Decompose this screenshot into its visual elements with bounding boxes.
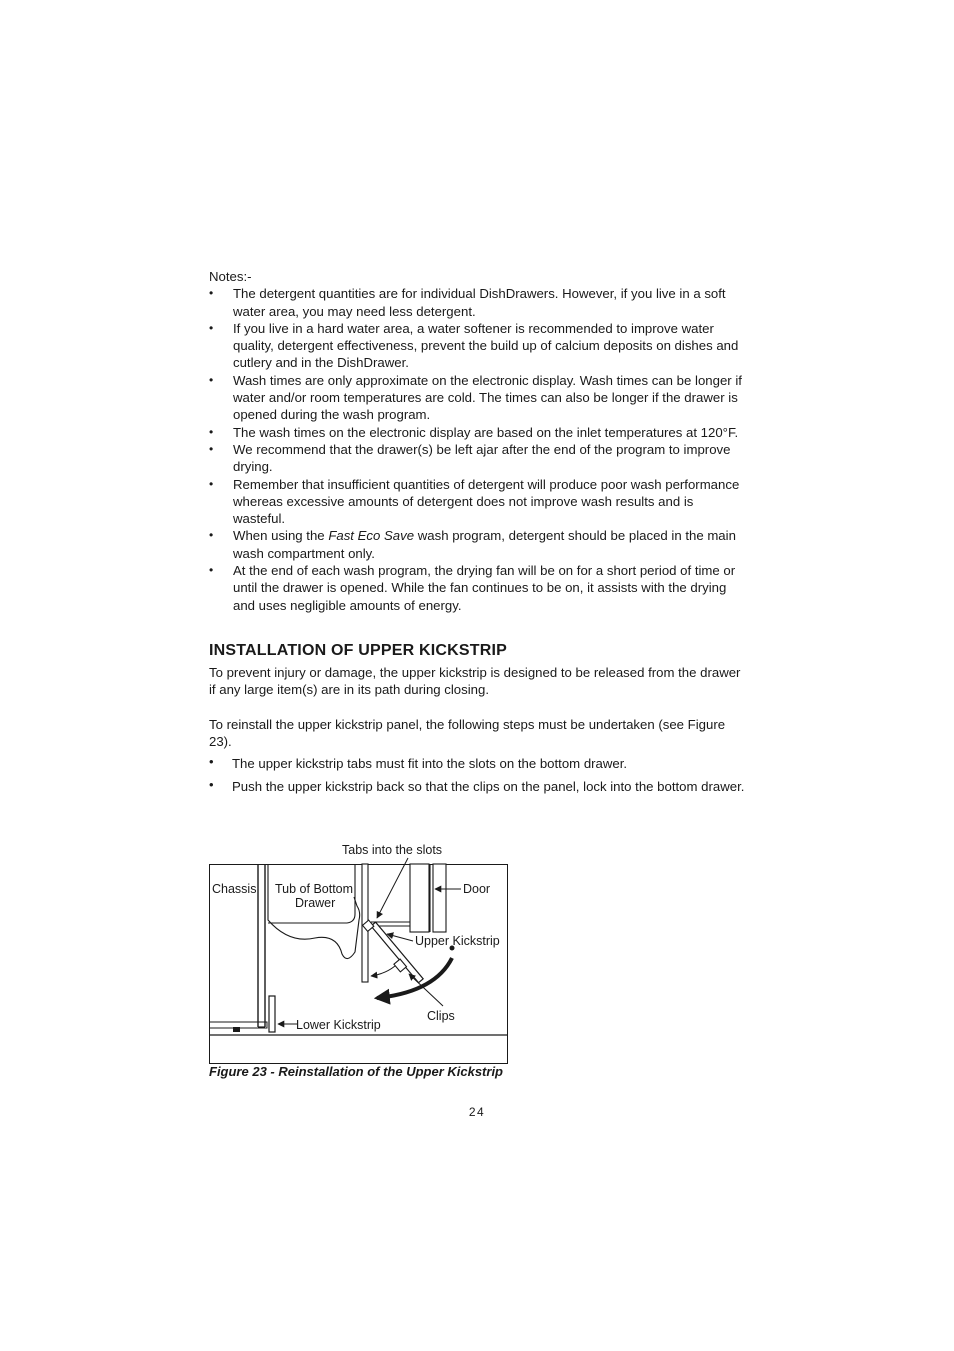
list-item: • At the end of each wash program, the drying fan will be on for a short period of time or until the drawer is opened. While the fan continues to be on, it assists with the drying and uses negligible amounts of energy.: [209, 562, 749, 614]
intro-paragraph: To prevent injury or damage, the upper kickstrip is designed to be released from the drawer if any large item(s) are in its path during closing.: [209, 664, 741, 698]
list-item-suffix: wash program, detergent should be placed in the main wash compartment only.: [233, 528, 736, 561]
label-tub-line2: Drawer: [295, 896, 336, 910]
step-item: • Push the upper kickstrip back so that the clips on the panel, lock into the bottom drawer.: [209, 777, 749, 796]
kickstrip-diagram: [209, 842, 519, 1067]
tub-outline: [268, 864, 360, 959]
instructions-paragraph: To reinstall the upper kickstrip panel, the following steps must be undertaken (see Figure 23).: [209, 716, 726, 749]
step-item: • The upper kickstrip tabs must fit into the slots on the bottom drawer.: [209, 754, 749, 773]
notes-label: Notes:-: [209, 269, 252, 284]
foot: [233, 1027, 240, 1032]
figure-23: [209, 842, 519, 1067]
list-item-prefix: When using the: [233, 528, 329, 544]
list-item: • If you live in a hard water area, a water softener is recommended to improve water quality, detergent effectiveness, prevent the build up of calcium deposits on dishes and cutlery and in the DishDrawer.: [209, 320, 749, 372]
label-lower-kickstrip: Lower Kickstrip: [296, 1018, 381, 1032]
main-content: [209, 268, 749, 800]
section-heading: INSTALLATION OF UPPER KICKSTRIP: [209, 641, 508, 659]
figure-caption: Figure 23 - Reinstallation of the Upper Kickstrip: [209, 1064, 503, 1079]
notes-list: [209, 285, 749, 614]
leader-tabs: [377, 858, 408, 918]
program-name-emphasis: Fast Eco Save: [328, 528, 415, 544]
list-item: • The detergent quantities are for individual DishDrawers. However, if you live in a soft water area, you may need less detergent.: [209, 285, 749, 320]
label-tub-line1: Tub of Bottom: [275, 882, 354, 896]
steps-list: [209, 754, 749, 796]
lower-kickstrip: [269, 996, 275, 1032]
label-door: Door: [463, 882, 491, 896]
door-panel: [410, 864, 429, 932]
list-item: • Wash times are only approximate on the electronic display. Wash times can be longer if water and/or room temperatures are cold. The times can also be longer if the drawer is opened during the wash program.: [209, 372, 749, 424]
label-tabs: Tabs into the slots: [342, 843, 443, 857]
list-item: • The wash times on the electronic display are based on the inlet temperatures at 120°F.: [209, 424, 749, 441]
label-chassis: Chassis: [212, 882, 257, 896]
list-item: • We recommend that the drawer(s) be left ajar after the end of the program to improve drying.: [209, 441, 749, 476]
list-item: • Remember that insufficient quantities of detergent will produce poor wash performance whereas excessive amounts of detergent does not improve wash results and is wasteful.: [209, 476, 749, 528]
rotation-arrow-small: [371, 966, 395, 976]
page-number: 24: [468, 1105, 486, 1119]
label-upper-kickstrip: Upper Kickstrip: [415, 934, 500, 948]
label-clips: Clips: [427, 1009, 455, 1023]
list-item: [209, 527, 749, 562]
